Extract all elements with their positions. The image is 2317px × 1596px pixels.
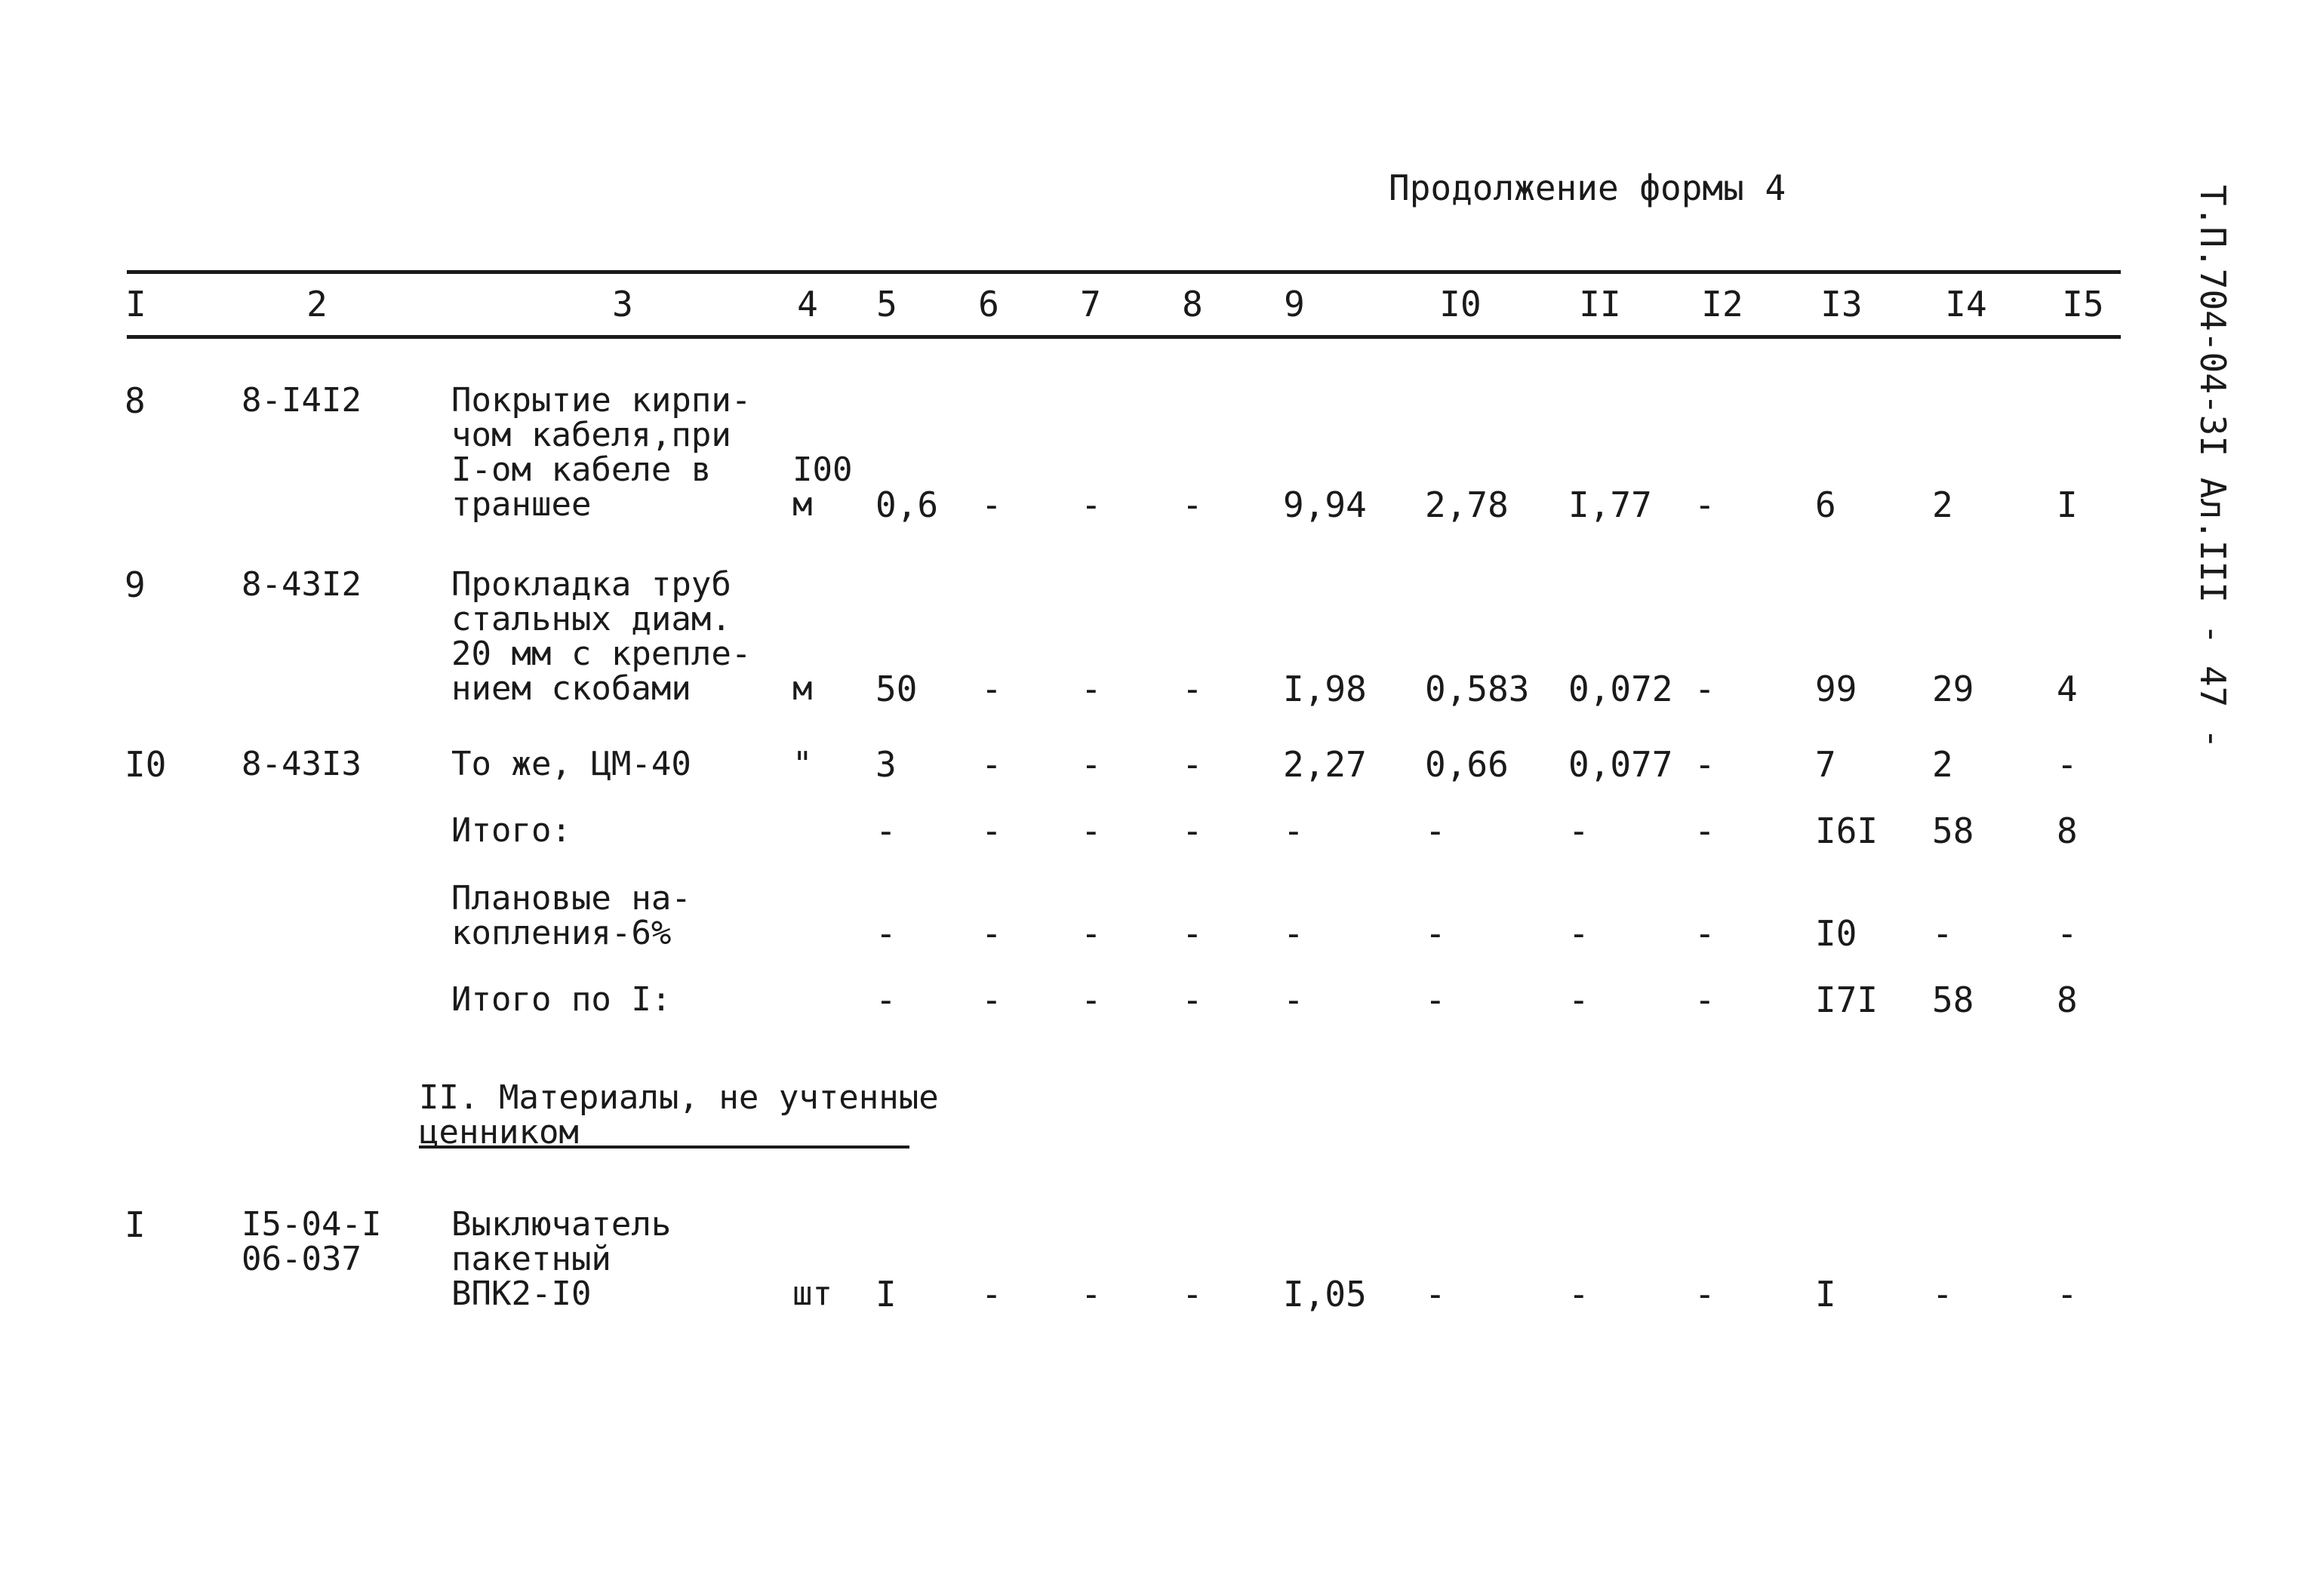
unit-line: м xyxy=(792,669,813,708)
work-name-line: стальных диам. xyxy=(451,600,731,638)
cell-c6: - xyxy=(981,1274,1002,1315)
column-header-7: 7 xyxy=(1080,284,1101,324)
document-code-vertical: Т.П.704-04-3I Ал.III - 47 - xyxy=(2192,185,2233,749)
column-header-13: I3 xyxy=(1820,284,1863,324)
work-name xyxy=(451,881,691,951)
cell-c8: - xyxy=(1182,913,1203,954)
column-header-6: 6 xyxy=(978,284,999,324)
cell-c7: - xyxy=(1081,744,1102,785)
cell-c5: 50 xyxy=(875,669,918,709)
unit xyxy=(792,669,813,708)
cell-c5: - xyxy=(875,979,897,1020)
cell-c5: 3 xyxy=(875,744,897,785)
cell-c8: - xyxy=(1182,979,1203,1020)
cell-c14: 58 xyxy=(1932,979,1974,1020)
continuation-label: Продолжение формы 4 xyxy=(1389,168,1786,208)
cell-c15: - xyxy=(2057,913,2078,954)
cell-c6: - xyxy=(981,484,1002,525)
work-name-line: I-ом кабеле в xyxy=(451,451,712,489)
cell-c10: 2,78 xyxy=(1425,484,1509,525)
row-number: I xyxy=(125,1204,146,1245)
cell-c7: - xyxy=(1081,913,1102,954)
cell-c5: - xyxy=(875,913,897,954)
cell-c15: - xyxy=(2057,1274,2078,1315)
cell-c8: - xyxy=(1182,744,1203,785)
column-header-14: I4 xyxy=(1945,284,1987,324)
price-code-line: 8-I4I2 xyxy=(242,381,362,420)
unit-line: м xyxy=(792,485,813,524)
cell-c12: - xyxy=(1694,1274,1715,1315)
cell-c15: 8 xyxy=(2057,810,2078,851)
price-code-line: 06-037 xyxy=(242,1240,362,1278)
cell-c8: - xyxy=(1182,484,1203,525)
column-header-2: 2 xyxy=(306,284,328,324)
cell-c13: I7I xyxy=(1815,979,1879,1020)
cell-c13: I6I xyxy=(1815,810,1879,851)
cell-c7: - xyxy=(1081,484,1102,525)
work-name xyxy=(451,1207,671,1312)
work-name xyxy=(451,980,672,1019)
cell-c5: I xyxy=(875,1274,897,1315)
cell-c11: - xyxy=(1568,913,1589,954)
column-header-12: I2 xyxy=(1701,284,1743,324)
section-title-text xyxy=(419,1078,939,1152)
cell-c9: - xyxy=(1283,913,1304,954)
cell-c9: 9,94 xyxy=(1283,484,1367,525)
cell-c6: - xyxy=(981,744,1002,785)
cell-c13: I xyxy=(1815,1274,1836,1315)
cell-c9: - xyxy=(1283,979,1304,1020)
cell-c6: - xyxy=(981,913,1002,954)
cell-c12: - xyxy=(1694,744,1715,785)
table-top-rule xyxy=(127,270,2121,274)
price-code-line: 8-43I2 xyxy=(242,565,362,604)
work-name xyxy=(451,747,691,782)
cell-c12: - xyxy=(1694,913,1715,954)
cell-c8: - xyxy=(1182,810,1203,851)
cell-c11: - xyxy=(1568,810,1589,851)
cell-c13: 6 xyxy=(1815,484,1836,525)
work-name-line: Покрытие кирпи- xyxy=(451,381,752,420)
cell-c9: - xyxy=(1283,810,1304,851)
section-title-text-line: ценником xyxy=(419,1113,579,1152)
cell-c7: - xyxy=(1081,669,1102,709)
work-name-line: Итого: xyxy=(451,811,571,850)
cell-c9: 2,27 xyxy=(1283,744,1367,785)
work-name-line: чом кабеля,при xyxy=(451,416,731,454)
column-header-9: 9 xyxy=(1284,284,1305,324)
cell-c11: 0,072 xyxy=(1568,669,1673,709)
cell-c15: - xyxy=(2057,744,2078,785)
work-name-line: Итого по I: xyxy=(451,980,672,1019)
cell-c7: - xyxy=(1081,1274,1102,1315)
column-header-5: 5 xyxy=(876,284,897,324)
cell-c14: 58 xyxy=(1932,810,1974,851)
price-code xyxy=(242,1207,381,1277)
cell-c14: 2 xyxy=(1932,484,1953,525)
cell-c10: - xyxy=(1425,1274,1446,1315)
cell-c10: - xyxy=(1425,913,1446,954)
cell-c11: - xyxy=(1568,979,1589,1020)
work-name-line: копления-6% xyxy=(451,914,672,952)
cell-c7: - xyxy=(1081,979,1102,1020)
unit xyxy=(792,1277,832,1312)
work-name-line: Прокладка труб xyxy=(451,565,731,604)
cell-c8: - xyxy=(1182,1274,1203,1315)
column-header-15: I5 xyxy=(2062,284,2104,324)
work-name-line: траншее xyxy=(451,485,592,524)
price-code xyxy=(242,747,362,782)
cell-c5: 0,6 xyxy=(875,484,939,525)
cell-c13: I0 xyxy=(1815,913,1857,954)
cell-c5: - xyxy=(875,810,897,851)
table-header-rule xyxy=(127,335,2121,339)
cell-c15: 8 xyxy=(2057,979,2078,1020)
cell-c6: - xyxy=(981,979,1002,1020)
cell-c12: - xyxy=(1694,484,1715,525)
work-name-line: То же, ЦМ-40 xyxy=(451,745,691,783)
cell-c15: 4 xyxy=(2057,669,2078,709)
row-number: 8 xyxy=(125,380,146,421)
cell-c10: - xyxy=(1425,979,1446,1020)
work-name-line: пакетный xyxy=(451,1240,611,1278)
cell-c10: 0,583 xyxy=(1425,669,1530,709)
unit-line: I00 xyxy=(792,451,853,489)
price-code-line: I5-04-I xyxy=(242,1205,382,1244)
cell-c6: - xyxy=(981,669,1002,709)
row-number: 9 xyxy=(125,564,146,605)
cell-c9: I,98 xyxy=(1283,669,1367,709)
cell-c14: - xyxy=(1932,913,1953,954)
unit xyxy=(792,747,813,782)
cell-c12: - xyxy=(1694,669,1715,709)
price-code xyxy=(242,383,362,418)
column-header-11: II xyxy=(1579,284,1621,324)
cell-c6: - xyxy=(981,810,1002,851)
column-header-8: 8 xyxy=(1182,284,1203,324)
work-name xyxy=(451,813,571,848)
unit-line: " xyxy=(792,745,813,783)
cell-c8: - xyxy=(1182,669,1203,709)
cell-c7: - xyxy=(1081,810,1102,851)
cell-c10: - xyxy=(1425,810,1446,851)
column-header-10: I0 xyxy=(1439,284,1482,324)
unit xyxy=(792,453,852,522)
cell-c14: 29 xyxy=(1932,669,1974,709)
work-name-line: Плановые на- xyxy=(451,879,691,918)
work-name-line: ВПК2-I0 xyxy=(451,1275,592,1313)
cell-c12: - xyxy=(1694,979,1715,1020)
work-name xyxy=(451,567,751,706)
cell-c9: I,05 xyxy=(1283,1274,1367,1315)
price-code-line: 8-43I3 xyxy=(242,745,362,783)
cell-c14: - xyxy=(1932,1274,1953,1315)
cell-c13: 7 xyxy=(1815,744,1836,785)
work-name xyxy=(451,383,751,522)
unit-line: шт xyxy=(792,1275,832,1313)
row-number: I0 xyxy=(125,744,167,785)
price-code xyxy=(242,567,362,602)
cell-c15: I xyxy=(2057,484,2078,525)
cell-c13: 99 xyxy=(1815,669,1857,709)
column-header-4: 4 xyxy=(797,284,818,324)
column-header-3: 3 xyxy=(612,284,633,324)
section-title-text-line: II. Материалы, не учтенные xyxy=(419,1078,939,1117)
cell-c14: 2 xyxy=(1932,744,1953,785)
cell-c12: - xyxy=(1694,810,1715,851)
cell-c11: I,77 xyxy=(1568,484,1652,525)
cell-c11: - xyxy=(1568,1274,1589,1315)
cell-c11: 0,077 xyxy=(1568,744,1673,785)
cell-c10: 0,66 xyxy=(1425,744,1509,785)
column-header-1: I xyxy=(125,284,146,324)
work-name-line: 20 мм с крепле- xyxy=(451,635,752,673)
work-name-line: нием скобами xyxy=(451,669,691,708)
work-name-line: Выключатель xyxy=(451,1205,672,1244)
